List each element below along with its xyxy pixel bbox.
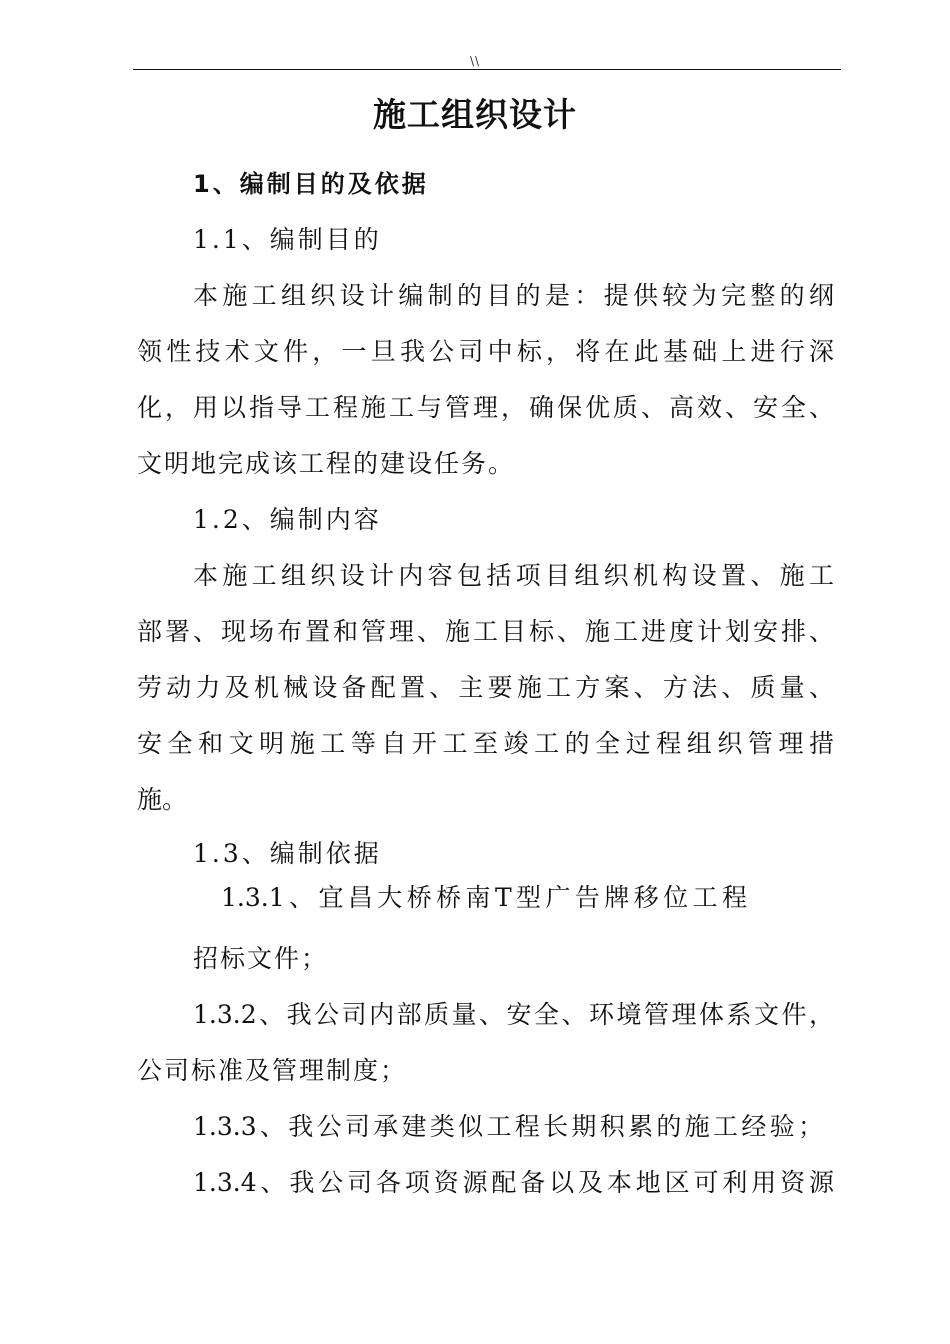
header-rule	[133, 69, 841, 70]
list-item: 1.3.1、宜昌大桥桥南T型广告牌移位工程	[221, 883, 747, 912]
page-title: 施工组织设计	[373, 95, 577, 134]
list-item-continuation: 招标文件；	[193, 944, 329, 973]
paragraph-line: 部署、现场布置和管理、施工目标、施工进度计划安排、	[137, 617, 834, 646]
list-item: 1.3.4、我公司各项资源配备以及本地区可利用资源	[193, 1168, 834, 1197]
subsection-heading: 1.1、编制目的	[193, 225, 382, 254]
list-item: 1.3.3、我公司承建类似工程长期积累的施工经验；	[193, 1112, 823, 1141]
subsection-heading: 1.2、编制内容	[193, 505, 382, 534]
section-heading: 1、编制目的及依据	[193, 170, 429, 198]
paragraph-line: 领性技术文件，一旦我公司中标，将在此基础上进行深	[137, 337, 834, 366]
subsection-heading: 1.3、编制依据	[193, 839, 382, 868]
paragraph-line: 化，用以指导工程施工与管理，确保优质、高效、安全、	[137, 393, 834, 422]
list-item-continuation: 公司标准及管理制度；	[137, 1056, 408, 1085]
paragraph-line: 本施工组织设计内容包括项目组织机构设置、施工	[193, 561, 834, 590]
list-item: 1.3.2、我公司内部质量、安全、环境管理体系文件，	[193, 1000, 834, 1029]
paragraph-line: 文明地完成该工程的建设任务。	[137, 449, 516, 478]
header-mark: \\	[470, 54, 481, 68]
paragraph-line: 本施工组织设计编制的目的是：提供较为完整的纲	[193, 281, 834, 310]
paragraph-line: 安全和文明施工等自开工至竣工的全过程组织管理措	[137, 729, 834, 758]
paragraph-line: 施。	[137, 785, 188, 814]
paragraph-line: 劳动力及机械设备配置、主要施工方案、方法、质量、	[137, 673, 834, 702]
